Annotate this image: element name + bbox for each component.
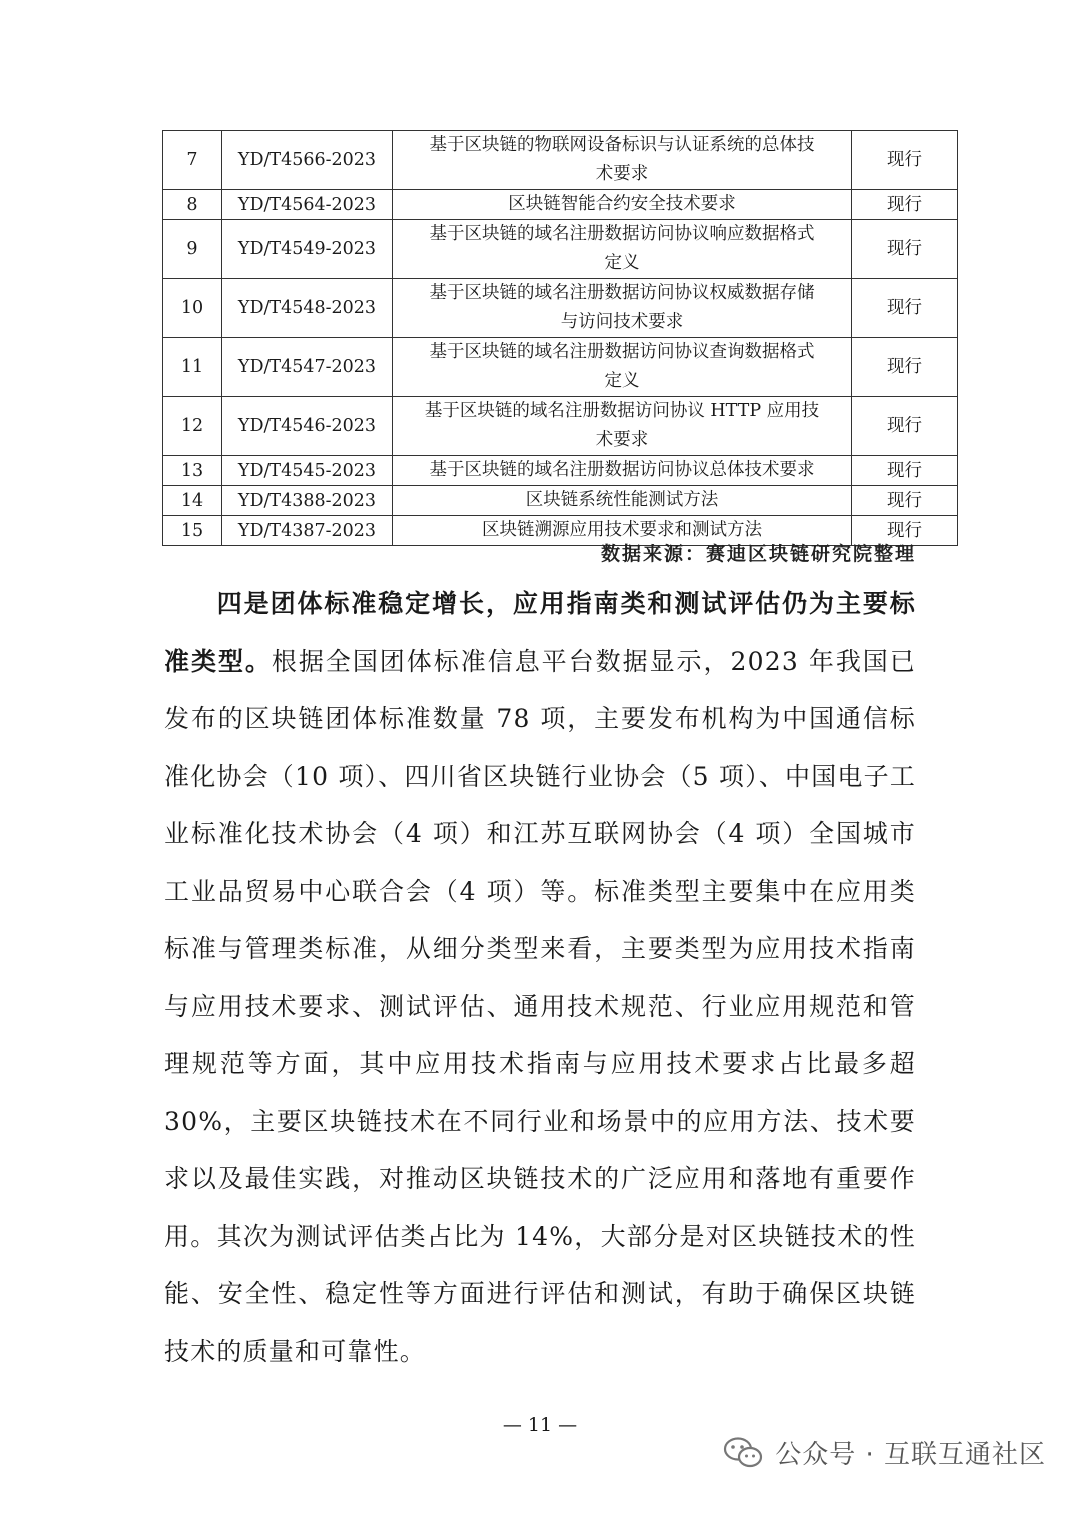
page-number: — 11 — bbox=[502, 1414, 578, 1436]
standard-name-line: 基于区块链的域名注册数据访问协议 HTTP 应用技 bbox=[424, 401, 820, 421]
standard-status: 现行 bbox=[852, 397, 958, 456]
paragraph-body: 根据全国团体标准信息平台数据显示，2023 年我国已发布的区块链团体标准数量 78 项，主要发布机构为中国通信标准化协会（10 项）、四川省区块链行业协会（5 项）、中国电子工业标准化技术协会（4 项）和江苏互联网协会（4 项）全国城市工业品贸易中心联合会（4 项）等。标准类型主要集中在应用类标准与管理类标准，从细分类型来看，主要类型为应用技术指南与应用技术要求、测试评估、通用技术规范、行业应用规范和管理规范等方面，其中应用技术指南与应用技术要求占比最多超 30%，主要区块链技术在不同行业和场景中的应用方法、技术要求以及最佳实践，对推动区块链技术的广泛应用和落地有重要作用。其次为测试评估类占比为 14%，大部分是对区块链技术的性能、安全性、稳定性等方面进行评估和测试，有助于确保区块链技术的质量和可靠性。 bbox=[164, 646, 917, 1366]
standard-name bbox=[393, 456, 852, 486]
standards-table bbox=[162, 130, 958, 546]
standard-code: YD/T4546-2023 bbox=[222, 397, 393, 456]
standard-code: YD/T4549-2023 bbox=[222, 220, 393, 279]
row-number: 7 bbox=[163, 131, 222, 190]
row-number: 14 bbox=[163, 486, 222, 516]
standard-name-line: 区块链溯源应用技术要求和测试方法 bbox=[482, 520, 762, 540]
row-number: 8 bbox=[163, 190, 222, 220]
standard-code: YD/T4388-2023 bbox=[222, 486, 393, 516]
standard-name bbox=[393, 397, 852, 456]
standard-name-line: 与访问技术要求 bbox=[560, 312, 684, 332]
standard-name-line: 基于区块链的物联网设备标识与认证系统的总体技 bbox=[429, 135, 815, 155]
standard-name bbox=[393, 486, 852, 516]
standard-name-line: 基于区块链的域名注册数据访问协议响应数据格式 bbox=[429, 224, 815, 244]
standard-name-line: 定义 bbox=[604, 253, 640, 273]
standard-name-line: 区块链系统性能测试方法 bbox=[525, 490, 719, 510]
table-row bbox=[163, 338, 958, 397]
standard-name-line: 基于区块链的域名注册数据访问协议总体技术要求 bbox=[429, 460, 815, 480]
standard-status: 现行 bbox=[852, 190, 958, 220]
standard-code: YD/T4545-2023 bbox=[222, 456, 393, 486]
standard-name bbox=[393, 190, 852, 220]
row-number: 12 bbox=[163, 397, 222, 456]
watermark-text: 公众号 · 互联互通社区 bbox=[775, 1440, 1046, 1470]
row-number: 15 bbox=[163, 516, 222, 546]
standard-status: 现行 bbox=[852, 486, 958, 516]
standard-status: 现行 bbox=[852, 516, 958, 546]
standard-name bbox=[393, 338, 852, 397]
paragraph-lead: 四是团体标准稳定增长，应用指南类和测试评估仍为主要标准类型。 bbox=[164, 589, 916, 676]
table-row bbox=[163, 486, 958, 516]
wechat-icon bbox=[723, 1436, 765, 1470]
row-number: 10 bbox=[163, 279, 222, 338]
standard-name-line: 术要求 bbox=[595, 164, 649, 184]
standard-status: 现行 bbox=[852, 220, 958, 279]
table-row bbox=[163, 190, 958, 220]
row-number: 9 bbox=[163, 220, 222, 279]
standard-status: 现行 bbox=[852, 338, 958, 397]
row-number: 11 bbox=[163, 338, 222, 397]
row-number: 13 bbox=[163, 456, 222, 486]
standard-name bbox=[393, 131, 852, 190]
standard-name-line: 区块链智能合约安全技术要求 bbox=[508, 194, 736, 214]
standard-name-line: 定义 bbox=[604, 371, 640, 391]
table-row bbox=[163, 397, 958, 456]
table-row bbox=[163, 131, 958, 190]
table-row bbox=[163, 279, 958, 338]
standard-code: YD/T4387-2023 bbox=[222, 516, 393, 546]
standard-name-line: 基于区块链的域名注册数据访问协议查询数据格式 bbox=[429, 342, 815, 362]
table-row bbox=[163, 456, 958, 486]
standard-status: 现行 bbox=[852, 131, 958, 190]
standard-status: 现行 bbox=[852, 279, 958, 338]
standard-name bbox=[393, 279, 852, 338]
standard-status: 现行 bbox=[852, 456, 958, 486]
watermark bbox=[723, 1434, 1046, 1471]
table-row bbox=[163, 220, 958, 279]
standard-code: YD/T4564-2023 bbox=[222, 190, 393, 220]
standard-name-line: 术要求 bbox=[595, 430, 649, 450]
data-source-note: 数据来源：赛迪区块链研究院整理 bbox=[600, 543, 916, 565]
standard-code: YD/T4547-2023 bbox=[222, 338, 393, 397]
standard-code: YD/T4566-2023 bbox=[222, 131, 393, 190]
body-paragraph bbox=[164, 575, 916, 1380]
standard-code: YD/T4548-2023 bbox=[222, 279, 393, 338]
standard-name-line: 基于区块链的域名注册数据访问协议权威数据存储 bbox=[429, 283, 815, 303]
standard-name bbox=[393, 220, 852, 279]
